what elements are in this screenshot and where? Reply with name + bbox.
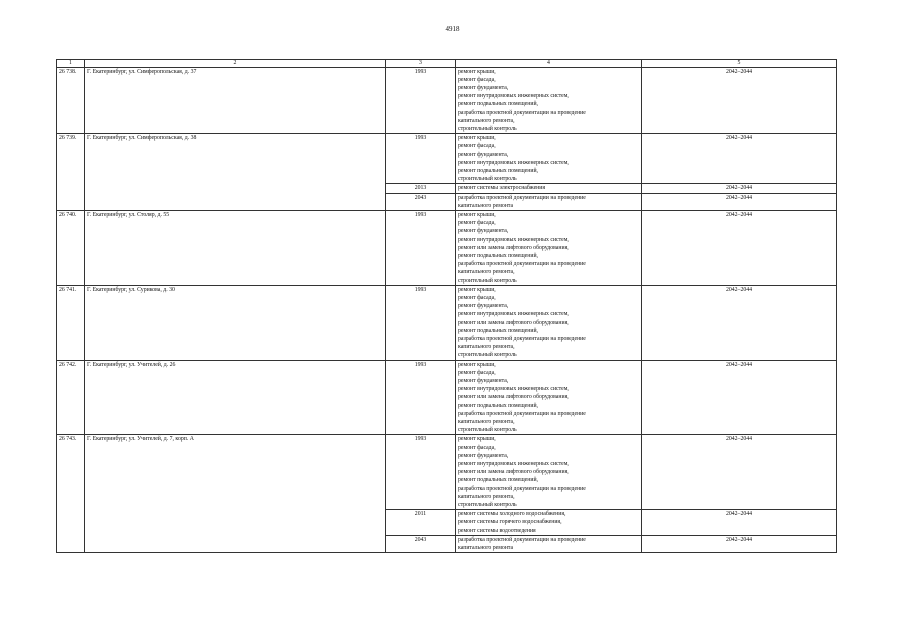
table-row <box>57 285 837 360</box>
work-item: ремонт крыши, <box>458 211 496 218</box>
work-item: ремонт фундамента, <box>458 378 509 385</box>
work-item: ремонт или замена лифтового оборудования, <box>458 394 569 401</box>
work-item: ремонт фундамента, <box>458 228 509 235</box>
entry-number: 26 738. <box>57 67 85 134</box>
work-item: разработка проектной документации на проведение <box>458 536 586 543</box>
building-address: Г. Екатеринбург, ул. Симферопольская, д. 37 <box>85 67 386 134</box>
work-item: ремонт крыши, <box>458 361 496 368</box>
column-number-2: 2 <box>85 60 386 68</box>
year-cell: 1993 <box>386 435 456 510</box>
year-cell: 2013 <box>386 184 456 193</box>
work-item: ремонт внутридомовых инженерных систем, <box>458 386 569 393</box>
column-number-1: 1 <box>57 60 85 68</box>
work-item: ремонт фасада, <box>458 143 496 150</box>
work-item: строительный контроль <box>458 176 517 183</box>
works-cell <box>456 510 642 536</box>
work-item: ремонт фундамента, <box>458 452 509 459</box>
planned-period-cell: 2042–2044 <box>642 435 837 510</box>
work-item: разработка проектной документации на проведение <box>458 336 586 342</box>
page-number: 4918 <box>445 25 460 33</box>
year-cell: 2011 <box>386 510 456 536</box>
building-address: Г. Екатеринбург, ул. Учителей, д. 26 <box>85 360 386 435</box>
planned-period-cell: 2042–2044 <box>642 193 837 210</box>
entry-number: 26 739. <box>57 134 85 211</box>
works-cell <box>456 360 642 435</box>
table-body <box>57 60 837 553</box>
planned-period-cell: 2042–2044 <box>642 134 837 184</box>
work-item: ремонт системы горячего водоснабжения, <box>458 519 562 526</box>
planned-period-cell: 2042–2044 <box>642 360 837 435</box>
work-item: ремонт подвальных помещений, <box>458 327 538 334</box>
planned-period-cell: 2042–2044 <box>642 510 837 536</box>
work-item: строительный контроль <box>458 125 517 132</box>
table-row <box>57 435 837 510</box>
work-item: ремонт внутридомовых инженерных систем, <box>458 311 569 318</box>
year-cell: 1993 <box>386 134 456 184</box>
work-item: разработка проектной документации на проведение <box>458 485 586 492</box>
works-cell <box>456 67 642 134</box>
year-cell: 2043 <box>386 535 456 552</box>
column-number-4: 4 <box>456 60 642 68</box>
year-cell: 2043 <box>386 193 456 210</box>
work-item: ремонт внутридомовых инженерных систем, <box>458 236 569 243</box>
entry-number: 26 740. <box>57 210 85 285</box>
work-item: ремонт фундамента, <box>458 303 509 310</box>
work-item: разработка проектной документации на проведение <box>458 261 586 268</box>
year-cell: 1993 <box>386 67 456 134</box>
building-address: Г. Екатеринбург, ул. Симферопольская, д. 38 <box>85 134 386 211</box>
repair-schedule-table <box>56 59 837 553</box>
work-item: капитального ремонта <box>458 545 514 552</box>
building-address: Г. Екатеринбург, ул. Учителей, д. 7, корп. А <box>85 435 386 553</box>
work-item: ремонт фасада, <box>458 220 496 227</box>
work-item: ремонт фасада, <box>458 369 496 376</box>
table-row <box>57 360 837 435</box>
works-cell <box>456 210 642 285</box>
column-number-3: 3 <box>386 60 456 68</box>
column-number-5: 5 <box>642 60 837 68</box>
planned-period-cell: 2042–2044 <box>642 535 837 552</box>
works-cell <box>456 184 642 193</box>
building-address: Г. Екатеринбург, ул. Столяр, д. 55 <box>85 210 386 285</box>
work-item: ремонт внутридомовых инженерных систем, <box>458 159 569 166</box>
work-item: капитального ремонта <box>458 202 514 209</box>
work-item: ремонт крыши, <box>458 286 496 293</box>
table-row <box>57 134 837 184</box>
year-cell: 1993 <box>386 360 456 435</box>
work-item: разработка проектной документации на проведение <box>458 194 586 201</box>
work-item: ремонт системы холодного водоснабжения, <box>458 511 566 518</box>
works-cell <box>456 134 642 184</box>
work-item: ремонт подвальных помещений, <box>458 402 538 409</box>
work-item: ремонт или замена лифтового оборудования, <box>458 469 569 476</box>
work-item: ремонт крыши, <box>458 135 496 142</box>
entry-number: 26 742. <box>57 360 85 435</box>
works-cell <box>456 193 642 210</box>
entry-number: 26 741. <box>57 285 85 360</box>
work-item: ремонт подвальных помещений, <box>458 252 538 259</box>
work-item: ремонт фасада, <box>458 294 496 301</box>
work-item: ремонт фасада, <box>458 76 496 83</box>
work-item: строительный контроль <box>458 352 517 359</box>
work-item: ремонт крыши, <box>458 436 496 443</box>
works-cell <box>456 535 642 552</box>
work-item: ремонт подвальных помещений, <box>458 477 538 484</box>
planned-period-cell: 2042–2044 <box>642 210 837 285</box>
work-item: разработка проектной документации на проведение <box>458 109 586 116</box>
work-item: ремонт или замена лифтового оборудования, <box>458 319 569 326</box>
building-address: Г. Екатеринбург, ул. Сурикова, д. 30 <box>85 285 386 360</box>
work-item: капитального ремонта, <box>458 117 515 124</box>
work-item: ремонт внутридомовых инженерных систем, <box>458 93 569 100</box>
entry-number: 26 743. <box>57 435 85 553</box>
table-row <box>57 67 837 134</box>
work-item: строительный контроль <box>458 427 517 434</box>
table-row <box>57 210 837 285</box>
work-item: ремонт фундамента, <box>458 84 509 91</box>
work-item: строительный контроль <box>458 277 517 284</box>
work-item: капитального ремонта, <box>458 344 515 351</box>
works-cell <box>456 285 642 360</box>
works-cell <box>456 435 642 510</box>
work-item: разработка проектной документации на проведение <box>458 410 586 417</box>
work-item: ремонт внутридомовых инженерных систем, <box>458 461 569 468</box>
work-item: ремонт системы электроснабжения <box>458 185 546 192</box>
work-item: строительный контроль <box>458 502 517 509</box>
year-cell: 1993 <box>386 210 456 285</box>
work-item: капитального ремонта, <box>458 493 515 500</box>
work-item: ремонт или замена лифтового оборудования, <box>458 244 569 251</box>
work-item: ремонт подвальных помещений, <box>458 101 538 108</box>
year-cell: 1993 <box>386 285 456 360</box>
work-item: ремонт подвальных помещений, <box>458 167 538 174</box>
work-item: ремонт системы водоотведения <box>458 527 536 534</box>
work-item: капитального ремонта, <box>458 269 515 276</box>
planned-period-cell: 2042–2044 <box>642 285 837 360</box>
planned-period-cell: 2042–2044 <box>642 67 837 134</box>
work-item: ремонт крыши, <box>458 68 496 75</box>
work-item: ремонт фасада, <box>458 444 496 451</box>
column-number-row <box>57 60 837 68</box>
planned-period-cell: 2042–2044 <box>642 184 837 193</box>
work-item: ремонт фундамента, <box>458 151 509 158</box>
work-item: капитального ремонта, <box>458 419 515 426</box>
